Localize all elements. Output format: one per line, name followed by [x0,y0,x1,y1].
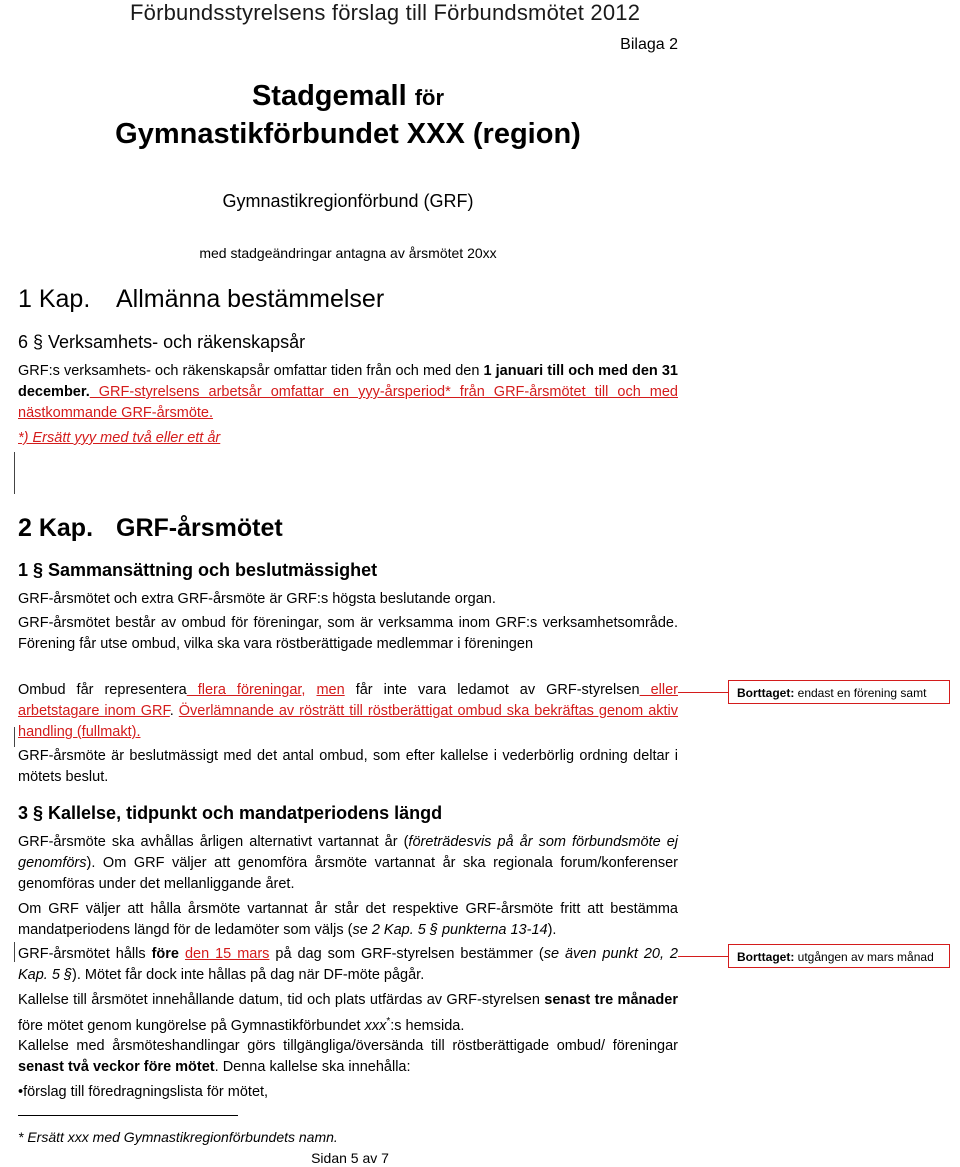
text-run: GRF-årsmötet hålls [18,946,152,962]
bullet-text: förslag till föredragningslista för mötet, [23,1084,269,1100]
footnote: * Ersätt xxx med Gymnastikregionförbundets namn. [18,1129,338,1145]
section-1-paragraph-1: GRF-årsmötet och extra GRF-årsmöte är GRF:s högsta beslutande organ. [18,591,496,607]
chapter-2-number: 2 Kap. [18,514,94,542]
text-run: . [169,703,179,719]
section-3-heading: 3 § Kallelse, tidpunkt och mandatperiodens längd [18,803,443,823]
text-run: ). Mötet får dock inte hållas på dag när DF-möte pågår. [72,967,425,983]
inserted-text: den 15 mars [184,946,270,962]
chapter-2-title: GRF-årsmötet [116,514,283,542]
inserted-text: flera föreningar [186,682,302,698]
section-3-paragraph-4 [18,990,678,1037]
document-title-line1 [18,80,678,113]
text-run: Kallelse med årsmöteshandlingar görs tillgängliga/översända till röstberättigade ombud/ föreningar [18,1038,678,1054]
comment-label: Borttaget: [737,950,795,964]
footnote-mark: * [386,1016,391,1027]
text-run: ). [547,922,557,938]
text-run: . Denna kallelse ska innehålla: [214,1059,411,1075]
text-run: Ombud får representera [18,682,187,698]
section-6-paragraph [18,361,678,424]
deletion-marker: , [301,682,317,698]
text-run: ). Om GRF väljer att genomföra årsmöte vartannat år ska regionala forum/konferenser genomföras under det mellanliggande året. [18,855,678,892]
chapter-1-number: 1 Kap. [18,285,91,313]
footnote-separator [18,1115,238,1116]
title-small: för [414,85,445,110]
title-main: Stadgemall [251,80,407,112]
text-run-bold: 1 januari till och med den 31 december. [18,363,678,400]
comment-text: endast en förening samt [794,686,927,700]
text-run: GRF:s verksamhets- och räkenskapsår omfattar tiden från och med den [18,363,484,379]
running-header-title: Förbundsstyrelsens förslag till Förbundsmötet 2012 [130,0,641,25]
text-run: GRF-årsmöte ska avhållas årligen alternativt vartannat år ( [18,834,409,850]
document-subtitle: Gymnastikregionförbund (GRF) [222,191,474,211]
section-1-heading: 1 § Sammansättning och beslutmässighet [18,560,378,580]
text-run: före mötet genom kungörelse på Gymnastikförbundet [18,1017,365,1034]
text-run-italic: se 2 Kap. 5 § punkterna 13-14 [352,922,548,938]
comment-label: Borttaget: [737,686,795,700]
text-run: :s hemsida. [390,1017,465,1034]
comment-text: utgången av mars månad [794,950,934,964]
inserted-text: men [316,682,345,698]
text-run-italic: företrädesvis på år som förbundsmöte ej genomförs [18,834,678,871]
comment-connector [678,956,728,957]
text-run: får inte vara ledamot av GRF-styrelsen [344,682,640,698]
text-run: Om GRF väljer att hålla årsmöte vartannat år står det respektive GRF-årsmöte fritt att bestämma mandatperiodens längd för de ledamöter som väljs ( [18,901,678,938]
text-run-bold: före [151,946,179,962]
chapter-1-heading [18,285,384,314]
change-bar [14,942,15,962]
change-bar [14,452,15,494]
attachment-label: Bilaga 2 [620,36,678,53]
deletion-comment-1[interactable] [728,680,950,704]
amendment-note: med stadgeändringar antagna av årsmötet 20xx [199,245,497,261]
change-bar [14,727,15,747]
inserted-text: eller arbetstagare inom GRF [18,682,678,719]
section-3-paragraph-3 [18,944,678,986]
section-1-paragraph-4: GRF-årsmöte är beslutmässigt med det antal ombud, som efter kallelse i vederbörlig ordning deltar i mötets beslut. [18,748,678,785]
text-run: Kallelse till årsmötet innehållande datum, tid och plats utfärdas av GRF-styrelsen [18,992,545,1008]
page-number: Sidan 5 av 7 [311,1150,389,1166]
text-run-bold: senast två veckor före mötet [18,1059,215,1075]
section-3-paragraph-2 [18,899,678,941]
inserted-text: Överlämnande av rösträtt till röstberättigat ombud ska bekräftas genom aktiv handling (fullmakt). [18,703,679,740]
chapter-1-note: *) Ersätt yyy med två eller ett år [18,430,221,446]
text-run-italic: se även punkt 20, 2 Kap. 5 § [18,946,678,983]
bullet-item [18,1082,678,1103]
deletion-comment-2[interactable] [728,944,950,968]
comment-connector [678,692,728,693]
section-1-paragraph-2: GRF-årsmötet består av ombud för föreningar, som är verksamma inom GRF:s verksamhetsområde. Förening får utse ombud, vilka ska vara röstberättigade medlemmar i föreningen [18,615,678,652]
section-6-heading: 6 § Verksamhets- och räkenskapsår [18,332,306,352]
text-run-italic: xxx [364,1017,387,1034]
text-run-bold: senast tre månader [544,992,678,1008]
section-3-paragraph-5 [18,1036,678,1078]
section-1-paragraph-3 [18,680,678,743]
text-run: på dag som GRF-styrelsen bestämmer ( [269,946,544,962]
chapter-2-heading [18,514,283,543]
section-3-paragraph-1 [18,832,678,895]
document-title-line2: Gymnastikförbundet XXX (region) [115,118,581,150]
inserted-text: GRF-styrelsens arbetsår omfattar en yyy-årsperiod* från GRF-årsmötet till och med nästkommande GRF-årsmöte. [18,384,678,421]
chapter-1-title: Allmänna bestämmelser [116,285,385,313]
